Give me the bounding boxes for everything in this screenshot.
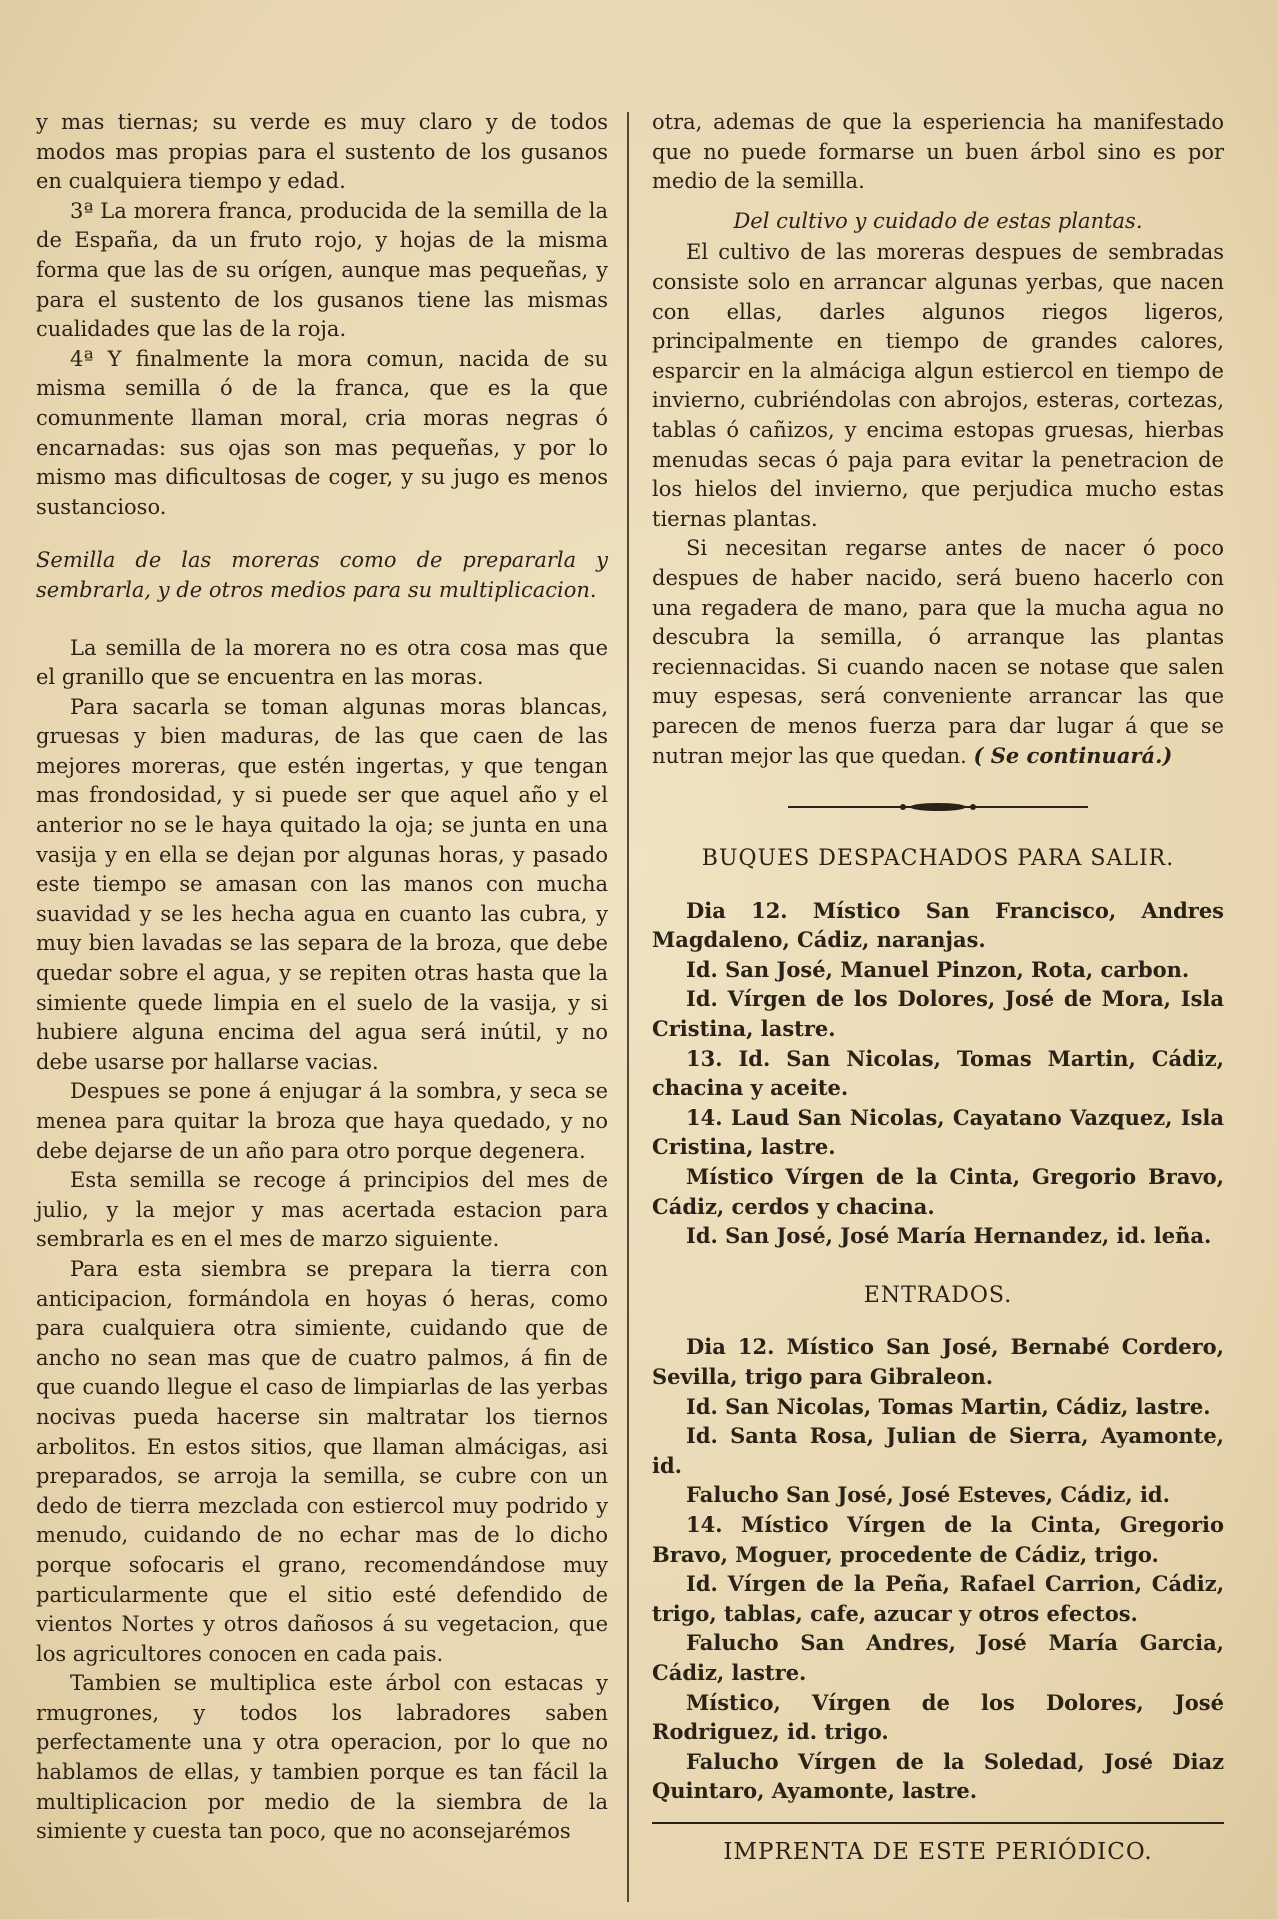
paragraph-regarse bbox=[652, 534, 1224, 772]
ornament-divider bbox=[788, 800, 1088, 814]
list-item: 14. Místico Vírgen de la Cinta, Gregorio Bravo, Moguer, procedente de Cádiz, trigo. bbox=[652, 1511, 1224, 1567]
paragraph-continued: otra, ademas de que la esperiencia ha manifestado que no puede formarse un buen árbol sino es por medio de la semilla. bbox=[652, 110, 1224, 194]
section-heading-semilla: Semilla de las moreras como de prepararla y sembrarla, y de otros medios para su multiplicacion. bbox=[36, 548, 608, 602]
list-item: Id. San José, José María Hernandez, id. leña. bbox=[686, 1223, 1212, 1249]
paragraph-estacas: Tambien se multiplica este árbol con estacas y rmugrones, y todos los labradores saben perfectamente una y otra operacion, por lo que no hablamos de ellas, y tambien porque es tan fácil la multiplicacion por medio de la siembra de la simiente y cuesta tan poco, que no aconsejarémos bbox=[36, 1671, 608, 1844]
list-item: Id. Vírgen de la Peña, Rafael Carrion, Cádiz, trigo, tablas, cafe, azucar y otros efectos. bbox=[652, 1571, 1224, 1626]
list-item: Id. Vírgen de los Dolores, José de Mora, Isla Cristina, lastre. bbox=[652, 986, 1224, 1042]
paragraph-cultivo: El cultivo de las moreras despues de sembradas consiste solo en arrancar algunas yerbas, que nacen con ellas, darles algunos riegos ligeros, principalmente en tiempo de grandes calores, esparcir en la almáciga algun estiercol en tiempo de invierno, cubriéndolas con abrojos, esteras, cortezas, tablas ó cañizos, y encima estopas gruesas, hierbas menudas secas ó paja para evitar la penetracion de los hielos del invierno, que perjudica mucho estas tiernas plantas. bbox=[652, 240, 1224, 531]
left-column bbox=[36, 108, 608, 1847]
list-item: Id. San Nicolas, Tomas Martin, Cádiz, lastre. bbox=[686, 1393, 1211, 1419]
paragraph-intro: y mas tiernas; su verde es muy claro y de todos modos mas propias para el sustento de los gusanos en cualquiera tiempo y edad. bbox=[36, 110, 608, 194]
continuara-note: ( Se continuará.) bbox=[973, 743, 1173, 769]
buques-title: BUQUES DESPACHADOS PARA SALIR. bbox=[701, 846, 1175, 872]
paragraph-siembra: Para esta siembra se prepara la tierra con anticipacion, formándola en hoyas ó heras, como para cualquiera otra simiente, cuidando que de ancho no sean mas que de cuatro palmos, á fin de que cuando llegue el caso de limpiarlas de las yerbas nocivas pueda hacerse sin maltratar los tiernos arbolitos. En estos sitios, que llaman almácigas, asi preparados, se arroja la semilla, se cubre con un dedo de tierra mezclada con estiercol muy podrido y menudo, cuidando de no echar mas de lo dicho porque sofocaris el grano, recomendándose muy particularmente que el sitio esté defendido de vientos Nortes y otros dañosos á su vegetacion, que los agricultores conocen en cada pais. bbox=[36, 1256, 608, 1666]
list-item: Místico Vírgen de la Cinta, Gregorio Bravo, Cádiz, cerdos y chacina. bbox=[652, 1164, 1224, 1219]
list-item: Falucho Vírgen de la Soledad, José Diaz Quintaro, Ayamonte, lastre. bbox=[652, 1748, 1224, 1804]
paragraph-recoge: Esta semilla se recoge á principios del mes de julio, y la mejor y mas acertada estacion para sembrarla es en el mes de marzo siguiente. bbox=[36, 1168, 608, 1252]
paragraph-morera-franca: 3ª La morera franca, producida de la semilla de la de España, da un fruto rojo, y hojas de la misma forma que las de su orígen, aunque mas pequeñas, y para el sustento de los gusanos tiene las mismas cualidades que las de la roja. bbox=[36, 198, 608, 342]
entrados-title: ENTRADOS. bbox=[863, 1282, 1013, 1308]
paragraph-enjugar: Despues se pone á enjugar á la sombra, y seca se menea para quitar la broza que haya quedado, y no debe dejarse de un año para otro porque degenera. bbox=[36, 1079, 608, 1163]
list-item: Id. San José, Manuel Pinzon, Rota, carbon. bbox=[686, 956, 1190, 982]
section-heading-cultivo: Del cultivo y cuidado de estas plantas. bbox=[733, 208, 1143, 233]
entrados-list bbox=[652, 1332, 1224, 1806]
right-column bbox=[652, 108, 1224, 1867]
list-item: Místico, Vírgen de los Dolores, José Rodriguez, id. trigo. bbox=[652, 1689, 1224, 1745]
list-item: 13. Id. San Nicolas, Tomas Martin, Cádiz, chacina y aceite. bbox=[652, 1045, 1224, 1101]
imprenta-footer: IMPRENTA DE ESTE PERIÓDICO. bbox=[652, 1822, 1224, 1868]
list-item: Falucho San Andres, José María Garcia, Cádiz, lastre. bbox=[652, 1630, 1224, 1685]
paragraph-semilla: La semilla de la morera no es otra cosa mas que el granillo que se encuentra en las moras. bbox=[36, 635, 608, 690]
list-item: 14. Laud San Nicolas, Cayatano Vazquez, Isla Cristina, lastre. bbox=[652, 1104, 1224, 1160]
paragraph-regarse-text: Si necesitan regarse antes de nacer ó poco despues de haber nacido, será bueno hacerlo con una regadera de mano, para que la mucha agua no descubra la semilla, ó arranque las plantas reciennacidas. Si cuando nacen se notase que salen muy espesas, será conveniente arrancar las que parecen de menos fuerza para dar lugar á que se nutran mejor las que quedan. bbox=[652, 536, 1224, 769]
list-item: Falucho San José, José Esteves, Cádiz, id. bbox=[686, 1482, 1170, 1508]
paragraph-sacarla: Para sacarla se toman algunas moras blancas, gruesas y bien maduras, de las que caen de las mejores moreras, que estén ingertas, y que tengan mas frondosidad, y si puede ser que aquel año y el anterior no se le haya quitado la oja; se junta en una vasija y en ella se dejan por algunas horas, y pasado este tiempo se amasan con las manos con mucha suavidad y se les hecha agua en cuanto las cubra, y muy bien lavadas se las separa de la broza, que debe quedar sobre el agua, y se repiten otras hasta que la simiente quede limpia en el suelo de la vasija, y si hubiere alguna encima del agua será inútil, y no debe usarse por hallarse vacias. bbox=[36, 694, 608, 1074]
column-divider bbox=[627, 112, 629, 1902]
paragraph-mora-comun: 4ª Y finalmente la mora comun, nacida de su misma semilla ó de la franca, que es la que comunmente llaman moral, cria moras negras ó encarnadas: sus ojas son mas pequeñas, y por lo mismo mas dificultosas de coger, y su jugo es menos sustancioso. bbox=[36, 346, 608, 519]
list-item: Dia 12. Místico San Francisco, Andres Magdaleno, Cádiz, naranjas. bbox=[652, 897, 1224, 953]
buques-list bbox=[652, 896, 1224, 1251]
list-item: Id. Santa Rosa, Julian de Sierra, Ayamonte, id. bbox=[652, 1423, 1224, 1478]
list-item: Dia 12. Místico San José, Bernabé Cordero, Sevilla, trigo para Gibraleon. bbox=[652, 1334, 1224, 1389]
